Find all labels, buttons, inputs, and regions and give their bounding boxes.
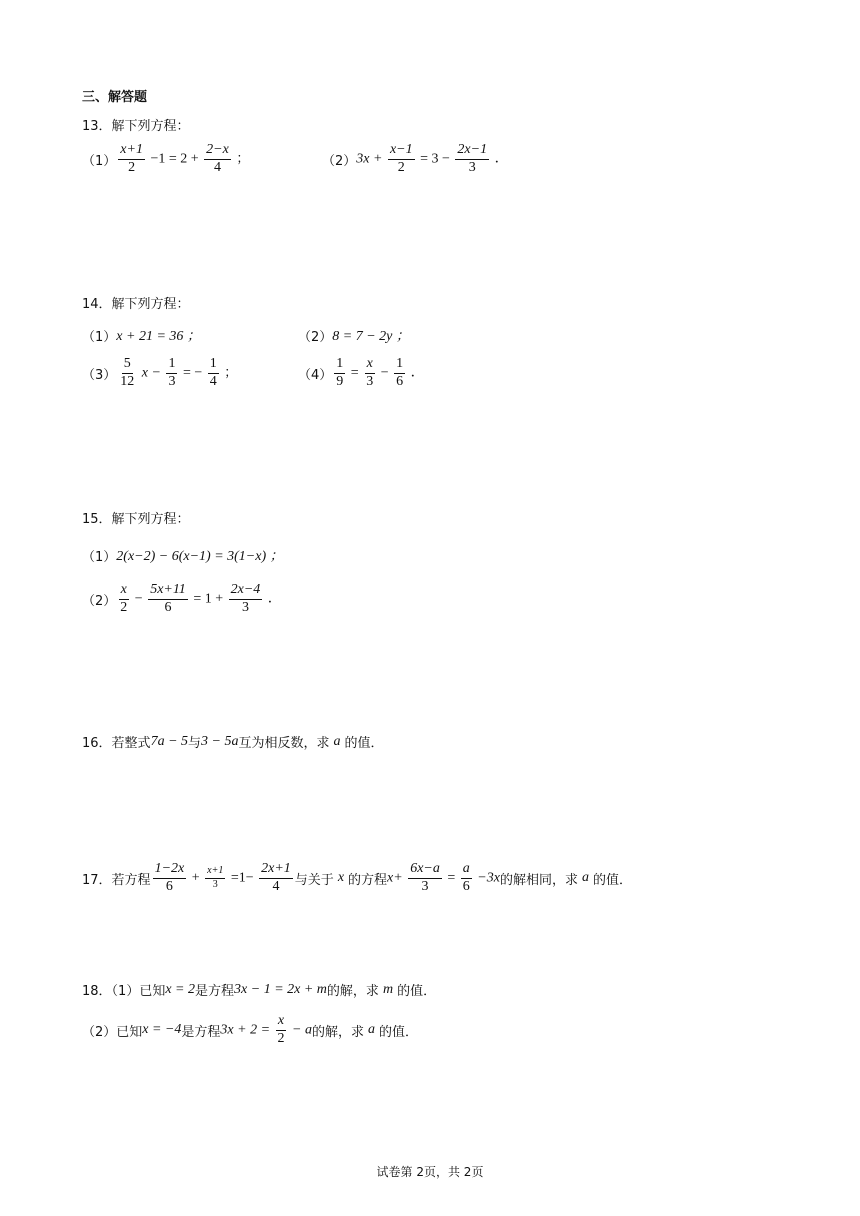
q18-part2 — [82, 1014, 418, 1046]
part-label: （1） — [82, 329, 117, 345]
eq-text: 3x + — [356, 151, 383, 167]
q14-part1 — [82, 325, 201, 345]
question-text: 的值． — [344, 736, 384, 751]
part-label: （1） — [82, 549, 117, 565]
page-footer: 试卷第 2页，共 2页 — [376, 1165, 484, 1179]
frac-den: 9 — [336, 373, 344, 389]
frac-den: 3 — [421, 878, 429, 894]
question-text: 若方程 — [111, 872, 151, 888]
frac-den: 4 — [213, 159, 221, 175]
frac-den: 3 — [468, 159, 476, 175]
eq-text: − — [134, 591, 143, 607]
q15-part2 — [82, 583, 282, 615]
section-title: 三、解答题 — [82, 90, 148, 105]
q14-part3 — [82, 357, 237, 389]
question-number: 18．（1） — [82, 984, 140, 999]
frac-num: 1 — [166, 357, 177, 374]
equation — [151, 862, 295, 894]
frac-num: x — [276, 1014, 286, 1031]
eq-text: − a — [292, 1022, 312, 1038]
question-number: 16． — [82, 736, 112, 751]
part-label: （2） — [298, 329, 333, 345]
q14-part4 — [298, 357, 425, 389]
question-text: 的方程 — [348, 872, 388, 888]
eq-end: ． — [494, 151, 509, 167]
question-text: 已知 — [116, 1024, 143, 1040]
part-label: （4） — [298, 367, 333, 383]
eq-text: = — [350, 365, 359, 381]
frac-den: 3 — [168, 373, 176, 389]
expression: x = 2 — [165, 981, 196, 997]
frac-num: 1−2x — [153, 862, 187, 879]
q16 — [82, 732, 384, 751]
question-text: 与 — [188, 736, 202, 751]
frac-num: 2x−4 — [229, 583, 263, 600]
q14-stem: 14．解下列方程： — [82, 297, 190, 312]
eq-text: = 3 − — [420, 151, 450, 167]
frac-den: 3 — [366, 373, 374, 389]
frac-den: 4 — [209, 373, 217, 389]
eq-text: −3x — [477, 870, 500, 886]
frac-num: 1 — [394, 357, 405, 374]
frac-num: 2x−1 — [455, 143, 489, 160]
expression: 3 − 5a — [201, 733, 239, 749]
frac-num: x−1 — [388, 143, 415, 160]
equation: x + 21 = 36 ； — [116, 329, 201, 344]
frac-den: 6 — [462, 878, 470, 894]
q15-part1 — [82, 545, 284, 565]
equation: 8 = 7 − 2y ； — [332, 329, 410, 344]
part-label: （2） — [82, 593, 117, 609]
frac-den: 3 — [212, 878, 218, 890]
equation — [356, 143, 508, 175]
frac-num: x — [119, 583, 129, 600]
variable: a — [368, 1022, 375, 1038]
part-label: （3） — [82, 367, 117, 383]
eq-end: ； — [236, 151, 250, 167]
expression: x = −4 — [142, 1022, 182, 1038]
frac-den: 6 — [165, 878, 173, 894]
question-text: 若整式 — [111, 736, 151, 751]
question-text: 是方程 — [195, 984, 235, 999]
frac-num: 5 — [122, 357, 133, 374]
eq-text: = − — [182, 365, 203, 381]
question-text: 与关于 — [294, 872, 334, 888]
frac-den: 2 — [120, 599, 128, 615]
part-label: （1） — [82, 153, 117, 169]
eq-text: x+ — [387, 870, 403, 886]
eq-text: 3x + 2 = — [220, 1022, 271, 1038]
question-text: 的值． — [379, 1024, 419, 1040]
question-text: 的值． — [397, 984, 437, 999]
eq-end: ． — [267, 591, 282, 607]
question-text: 的值． — [592, 872, 632, 888]
q15-stem: 15．解下列方程： — [82, 512, 190, 527]
frac-den: 4 — [272, 878, 280, 894]
q13-stem: 13．解下列方程： — [82, 119, 190, 134]
frac-num: 6x−a — [408, 862, 442, 879]
frac-den: 2 — [397, 159, 405, 175]
frac-den: 6 — [396, 373, 404, 389]
question-text: 的解相同，求 — [499, 872, 578, 888]
frac-den: 3 — [241, 599, 249, 615]
question-text: 已知 — [139, 984, 166, 999]
equation — [116, 143, 249, 175]
eq-end: ； — [224, 365, 238, 381]
part-label: （2） — [82, 1024, 117, 1040]
frac-num: x — [365, 357, 375, 374]
q14-part2 — [298, 325, 410, 345]
eq-text: + — [191, 870, 200, 886]
variable: m — [382, 981, 394, 997]
frac-num: a — [461, 862, 472, 879]
q13-part2 — [322, 143, 509, 175]
frac-num: 5x+11 — [148, 583, 188, 600]
part-label: （2） — [322, 153, 357, 169]
eq-text: x − — [141, 365, 161, 381]
eq-text: =1− — [230, 870, 254, 886]
equation — [116, 583, 282, 615]
question-text: 的解，求 — [311, 1024, 364, 1040]
eq-text: −1 = 2 + — [150, 151, 199, 167]
eq-end: ． — [410, 365, 425, 381]
equation — [116, 357, 237, 389]
equation — [332, 357, 424, 389]
q17 — [82, 862, 632, 894]
frac-num: 2x+1 — [259, 862, 293, 879]
expression: 7a − 5 — [150, 733, 189, 749]
frac-num: 1 — [334, 357, 345, 374]
frac-den: 2 — [277, 1030, 285, 1046]
equation — [387, 862, 500, 894]
variable: x — [337, 870, 345, 886]
question-text: 是方程 — [181, 1024, 221, 1040]
frac-den: 2 — [128, 159, 136, 175]
eq-text: = 1 + — [193, 591, 224, 607]
frac-num: 1 — [208, 357, 219, 374]
variable: a — [581, 870, 589, 886]
question-number: 17． — [82, 872, 112, 888]
question-text: 互为相反数，求 — [238, 736, 330, 751]
frac-den: 6 — [164, 599, 172, 615]
frac-num: x+1 — [205, 866, 225, 879]
frac-num: 2−x — [204, 143, 231, 160]
q18-part1 — [82, 980, 436, 999]
question-text: 的解，求 — [326, 984, 379, 999]
expression: 3x − 1 = 2x + m — [234, 981, 327, 997]
q13-part1 — [82, 143, 249, 175]
frac-num: x+1 — [118, 143, 145, 160]
equation — [220, 1014, 312, 1046]
frac-den: 12 — [120, 373, 135, 389]
equation: 2(x−2) − 6(x−1) = 3(1−x) ； — [116, 549, 284, 564]
eq-text: = — [447, 870, 456, 886]
eq-text: − — [380, 365, 389, 381]
variable: a — [333, 733, 341, 749]
